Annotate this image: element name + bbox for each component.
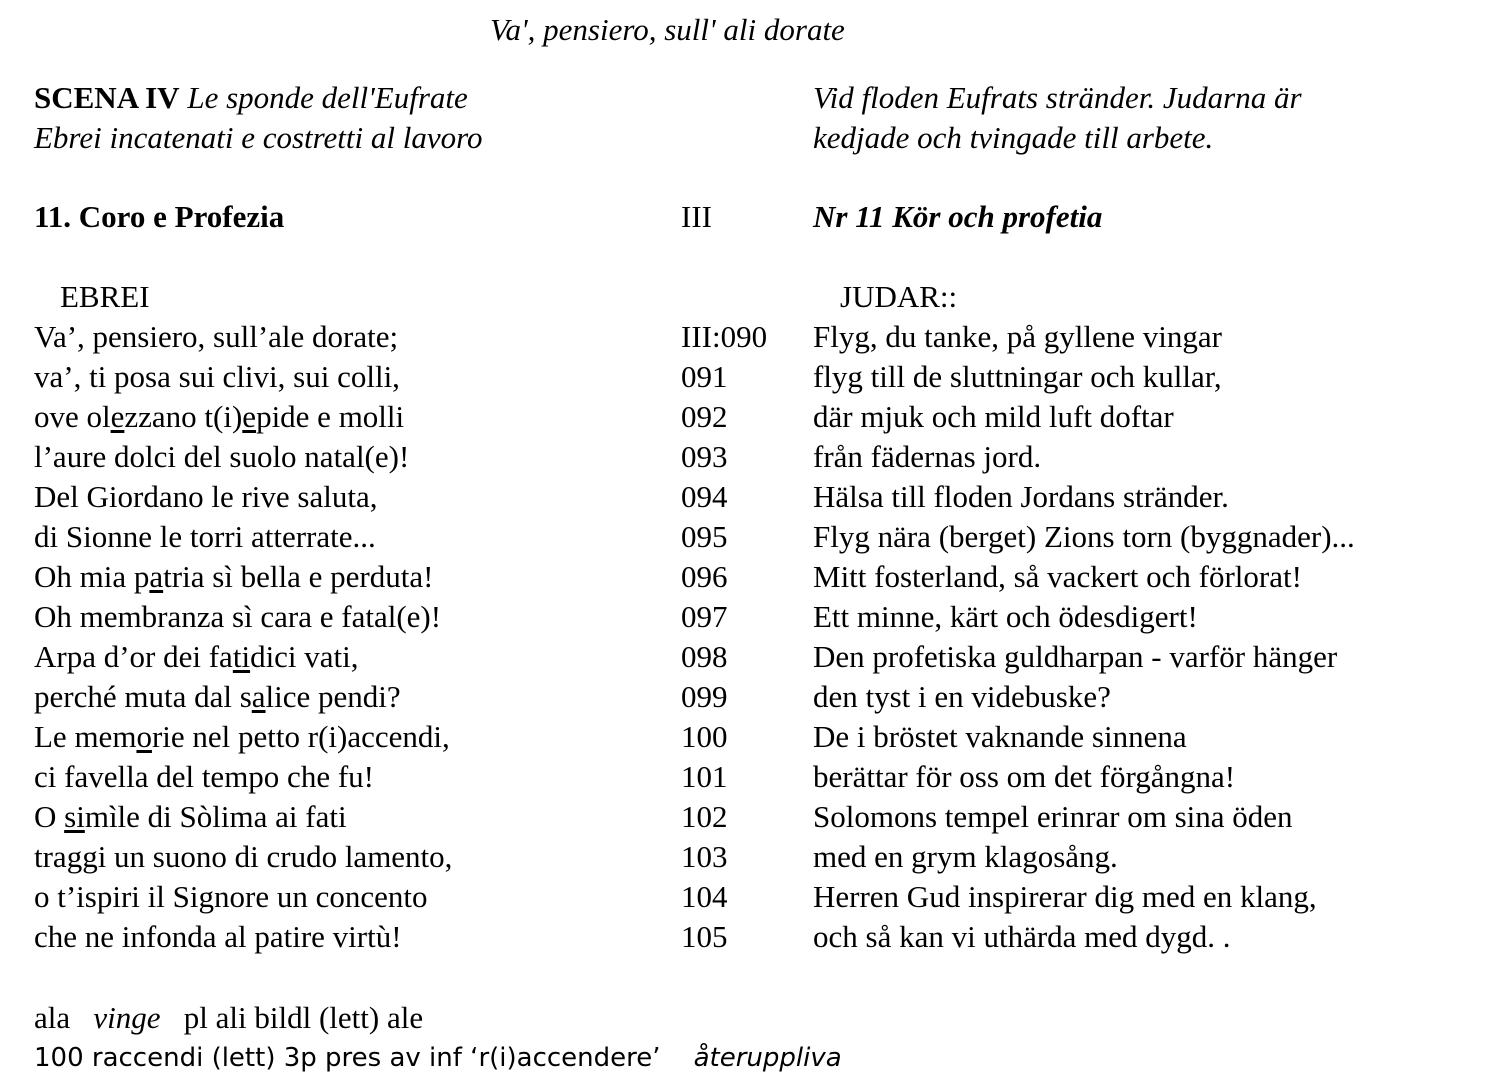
libretto-row [0, 559, 1500, 599]
line-text: ove ol [34, 399, 111, 434]
note-entry: 100 raccendi (lett) 3p pres av inf ‘r(i)accendere’ [34, 1043, 661, 1073]
swedish-line: Solomons tempel erinrar om sina öden [813, 799, 1293, 834]
note-word: ala [34, 1000, 71, 1035]
swedish-line: Hälsa till floden Jordans stränder. [813, 479, 1229, 514]
line-text: che ne infonda al patire virtù! [34, 919, 402, 954]
line-text: traggi un suono di crudo lamento, [34, 839, 453, 874]
italian-line [34, 799, 347, 835]
line-number: 098 [681, 639, 728, 674]
line-number: III:090 [681, 319, 768, 354]
libretto-row [0, 319, 1500, 359]
italian-line [34, 719, 450, 755]
line-number: 102 [681, 799, 728, 834]
libretto-row [0, 519, 1500, 559]
line-text: Oh mia p [34, 559, 150, 594]
line-number: 095 [681, 519, 728, 554]
line-text: o t’ispiri il Signore un concento [34, 879, 428, 914]
vocab-note-2 [34, 1043, 842, 1073]
page-title: Va', pensiero, sull' ali dorate [490, 12, 845, 47]
line-number: 099 [681, 679, 728, 714]
scene-setting-sv-1: Vid floden Eufrats stränder. Judarna är [813, 80, 1302, 115]
libretto-row [0, 479, 1500, 519]
line-text: di Sionne le torri atterrate... [34, 519, 376, 554]
line-text: zzano t(i) [124, 399, 243, 434]
libretto-row [0, 839, 1500, 879]
scene-setting-it: Le sponde dell'Eufrate [187, 80, 468, 115]
italian-line [34, 679, 401, 715]
italian-line [34, 839, 452, 875]
scene-description-it: Ebrei incatenati e costretti al lavoro [34, 120, 483, 155]
line-text: lice pendi? [265, 679, 401, 714]
stressed-syllable: e [242, 399, 257, 434]
line-number: 101 [681, 759, 728, 794]
italian-line [34, 519, 376, 555]
line-text: mìle di Sòlima ai fati [84, 799, 347, 834]
line-number: 104 [681, 879, 728, 914]
line-number: 097 [681, 599, 728, 634]
libretto-row [0, 919, 1500, 959]
scene-heading-it [34, 80, 468, 116]
act-number: III [681, 199, 712, 234]
libretto-row [0, 359, 1500, 399]
italian-line [34, 759, 374, 795]
swedish-line: Flyg, du tanke, på gyllene vingar [813, 319, 1222, 354]
italian-line [34, 639, 359, 675]
stressed-syllable: e [110, 399, 125, 434]
italian-line [34, 479, 377, 515]
line-number: 093 [681, 439, 728, 474]
line-text: dici vati, [250, 639, 359, 674]
italian-line [34, 559, 433, 595]
stressed-syllable: a [149, 559, 164, 594]
libretto-row [0, 439, 1500, 479]
stressed-syllable: a [251, 679, 266, 714]
line-text: Oh membranza sì cara e fatal(e)! [34, 599, 442, 634]
italian-line [34, 359, 400, 395]
line-text: O [34, 799, 65, 834]
italian-line [34, 399, 404, 435]
vocab-note-1 [34, 1000, 423, 1036]
swedish-line: där mjuk och mild luft doftar [813, 399, 1174, 434]
libretto-row [0, 799, 1500, 839]
swedish-line: och så kan vi uthärda med dygd. . [813, 919, 1231, 954]
line-text: pide e molli [256, 399, 405, 434]
libretto-row [0, 879, 1500, 919]
swedish-line: berättar för oss om det förgångna! [813, 759, 1236, 794]
swedish-line: från fädernas jord. [813, 439, 1042, 474]
line-text: perché muta dal s [34, 679, 252, 714]
line-number: 091 [681, 359, 728, 394]
number-title-it: 11. Coro e Profezia [34, 199, 285, 234]
swedish-line: Mitt fosterland, så vackert och förlorat! [813, 559, 1302, 594]
line-number: 092 [681, 399, 728, 434]
libretto-row [0, 639, 1500, 679]
swedish-line: den tyst i en videbuske? [813, 679, 1111, 714]
line-text: Va’, pensiero, sull’ale dorate; [34, 319, 399, 354]
swedish-line: flyg till de sluttningar och kullar, [813, 359, 1222, 394]
line-text: va’, ti posa sui clivi, sui colli, [34, 359, 400, 394]
scene-label: SCENA IV [34, 80, 180, 115]
line-number: 100 [681, 719, 728, 754]
note-translation: vinge [93, 1000, 161, 1035]
libretto-row [0, 599, 1500, 639]
swedish-line: De i bröstet vaknande sinnena [813, 719, 1187, 754]
swedish-line: Ett minne, kärt och ödesdigert! [813, 599, 1198, 634]
line-text: Arpa d’or dei fa [34, 639, 233, 674]
italian-line [34, 319, 398, 355]
italian-line [34, 439, 409, 475]
speaker-sv: JUDAR:: [840, 279, 958, 314]
number-title-sv: Nr 11 Kör och profetia [813, 199, 1103, 234]
stressed-syllable: o [136, 719, 152, 754]
line-text: Del Giordano le rive saluta, [34, 479, 378, 514]
libretto-row [0, 679, 1500, 719]
line-number: 105 [681, 919, 728, 954]
line-text: l’aure dolci del suolo natal(e)! [34, 439, 410, 474]
line-text: ci favella del tempo che fu! [34, 759, 374, 794]
swedish-line: med en grym klagosång. [813, 839, 1118, 874]
line-number: 094 [681, 479, 728, 514]
italian-line [34, 599, 441, 635]
line-number: 103 [681, 839, 728, 874]
line-number: 096 [681, 559, 728, 594]
note-detail: pl ali bildl (lett) ale [183, 1000, 424, 1035]
swedish-line: Flyg nära (berget) Zions torn (byggnader)... [813, 519, 1355, 554]
line-text: tria sì bella e perduta! [163, 559, 434, 594]
speaker-it: EBREI [60, 279, 150, 314]
libretto-row [0, 719, 1500, 759]
italian-line [34, 879, 427, 915]
libretto-row [0, 759, 1500, 799]
note-translation-2: återuppliva [693, 1043, 842, 1073]
line-text: Le mem [34, 719, 137, 754]
swedish-line: Den profetiska guldharpan - varför hänger [813, 639, 1338, 674]
stressed-syllable: ti [232, 639, 251, 674]
libretto-row [0, 399, 1500, 439]
italian-line [34, 919, 402, 955]
stressed-syllable: si [64, 799, 85, 834]
swedish-line: Herren Gud inspirerar dig med en klang, [813, 879, 1317, 914]
scene-setting-sv-2: kedjade och tvingade till arbete. [813, 120, 1214, 155]
line-text: rie nel petto r(i)accendi, [151, 719, 450, 754]
